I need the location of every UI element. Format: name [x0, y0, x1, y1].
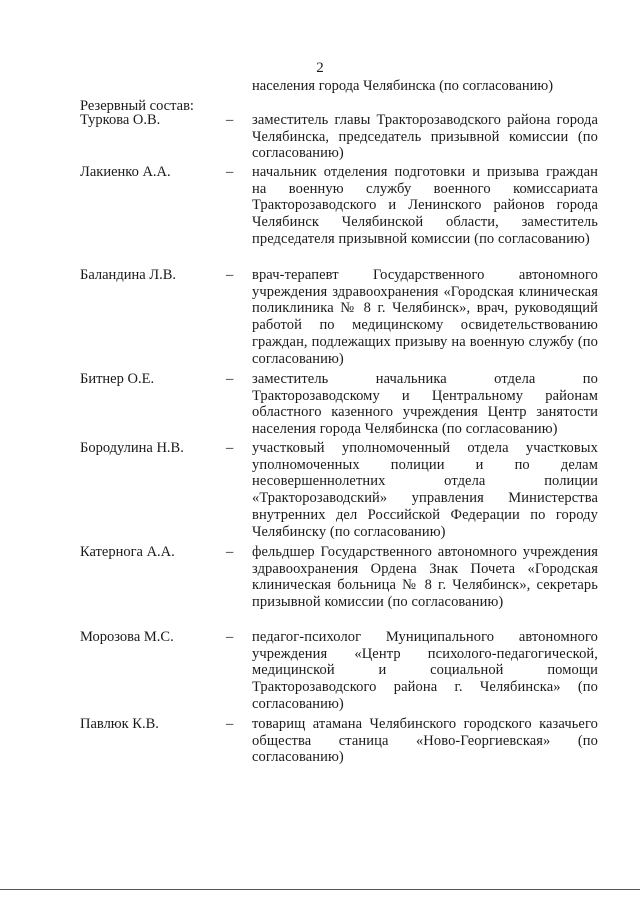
- member-name: Морозова М.С.: [80, 629, 174, 645]
- member-role: педагог-психолог Муниципального автономного учреждения «Центр психолого-педагогической, медицинской и социальной помощи Тракторозаводского района г. Челябинска» (по согласованию): [252, 629, 598, 712]
- member-name: Бородулина Н.В.: [80, 440, 184, 456]
- member-name: Катернога А.А.: [80, 544, 175, 560]
- member-role: фельдшер Государственного автономного учреждения здравоохранения Ордена Знак Почета «Городская клиническая больница № 8 г. Челябинск», секретарь призывной комиссии (по согласованию): [252, 544, 598, 611]
- member-name: Битнер О.Е.: [80, 371, 155, 387]
- member-role: товарищ атамана Челябинского городского казачьего общества станица «Ново-Георгиевская» (по согласованию): [252, 716, 598, 766]
- member-name: Туркова О.В.: [80, 112, 161, 128]
- dash-separator: –: [226, 164, 234, 180]
- dash-separator: –: [226, 112, 234, 128]
- member-role: участковый уполномоченный отдела участковых уполномоченных полиции и по делам несовершеннолетних отдела полиции «Тракторозаводский» управления Министерства внутренних дел Российской Федерации по городу Челябинску (по согласованию): [252, 440, 598, 540]
- member-name: Лакиенко А.А.: [80, 164, 171, 180]
- page-number: 2: [316, 60, 324, 76]
- member-name: Павлюк К.В.: [80, 716, 159, 732]
- reserve-header: Резервный состав:: [80, 98, 194, 114]
- bottom-rule: [0, 889, 640, 890]
- member-role: врач-терапевт Государственного автономного учреждения здравоохранения «Городская клиническая поликлиника № 8 г. Челябинск», врач, руководящий работой по медицинскому освидетельствованию граждан, подлежащих призыву на военную службу (по согласованию): [252, 267, 598, 367]
- member-name: Баландина Л.В.: [80, 267, 177, 283]
- member-role: заместитель главы Тракторозаводского района города Челябинска, председатель призывной комиссии (по согласованию): [252, 112, 598, 162]
- dash-separator: –: [226, 440, 234, 456]
- member-role: заместитель начальника отдела по Тракторозаводскому и Центральному районам областного казенного учреждения Центр занятости населения города Челябинска (по согласованию): [252, 371, 598, 438]
- dash-separator: –: [226, 544, 234, 560]
- dash-separator: –: [226, 267, 234, 283]
- dash-separator: –: [226, 629, 234, 645]
- continuation-text: населения города Челябинска (по согласованию): [252, 78, 554, 94]
- dash-separator: –: [226, 716, 234, 732]
- member-role: начальник отделения подготовки и призыва граждан на военную службу военного комиссариата Тракторозаводского и Ленинского районов города Челябинск Челябинской области, заместитель председателя призывной комиссии (по согласованию): [252, 164, 598, 247]
- dash-separator: –: [226, 371, 234, 387]
